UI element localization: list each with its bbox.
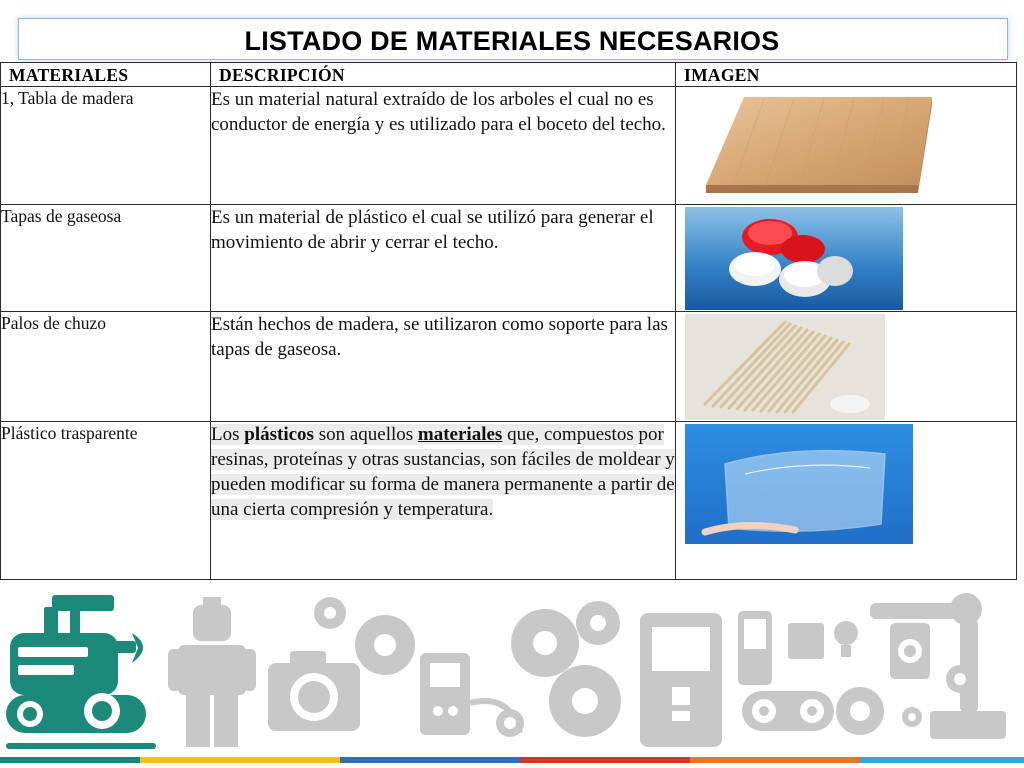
material-name: Tapas de gaseosa [1,205,211,312]
table-header-row [1,63,1017,87]
footer-stripe-orange [690,757,860,763]
camera-icon [268,651,360,731]
table-row [1,422,1017,580]
footer-stripe-cyan [860,757,1024,763]
robotics-footer-illustration [0,583,1024,758]
tracked-wheels-icon [742,687,884,735]
material-description: Los plásticos son aquellos materiales que, compuestos por resinas, proteínas y otras sustancias, son fáciles de moldear y pueden modificar su forma de manera permanente a partir de una cierta compresión y temperatura. [211,422,676,580]
column-header-imagen: IMAGEN [676,63,1017,87]
material-image-cell [676,87,1017,205]
skewer-sticks-image [685,314,885,420]
material-image-cell [676,205,1017,312]
keyword-materiales: materiales [417,424,503,445]
bottle-caps-image [685,207,903,310]
table-row [1,87,1017,205]
lego-figure-icon [168,597,256,747]
keyword-plasticos: plásticos [244,424,314,445]
material-description: Es un material de plástico el cual se utilizó para generar el movimiento de abrir y cerrar el techo. [211,205,676,312]
page-title: LISTADO DE MATERIALES NECESARIOS [244,26,780,56]
table-row [1,312,1017,422]
material-image-cell [676,422,1017,580]
material-description: Es un material natural extraído de los arboles el cual no es conductor de energía y es utilizado para el boceto del techo. [211,87,676,205]
column-header-materiales: MATERIALES [1,63,211,87]
material-description: Están hechos de madera, se utilizaron como soporte para las tapas de gaseosa. [211,312,676,422]
controller-icon [420,653,524,737]
brick-controller-icon [640,613,722,747]
transparent-plastic-image [685,424,913,544]
materials-table [0,62,1017,580]
footer-stripe-yellow [140,757,340,763]
column-header-descripcion: DESCRIPCIÓN [211,63,676,87]
wood-board-image [704,93,936,199]
footer-stripe-blue [340,757,520,763]
robot-icon [6,595,156,749]
material-name: 1, Tabla de madera [1,87,211,205]
material-name: Palos de chuzo [1,312,211,422]
footer-stripe-red [520,757,690,763]
footer-stripe-teal [0,757,140,763]
sensor-icon [738,611,930,685]
material-image-cell [676,312,1017,422]
material-name: Plástico trasparente [1,422,211,580]
table-row [1,205,1017,312]
